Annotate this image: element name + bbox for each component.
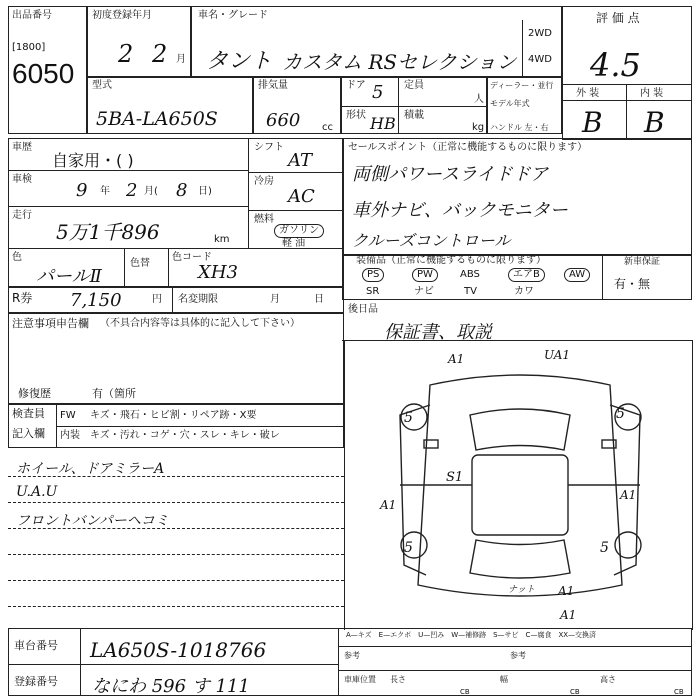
selling-line-1: 両側パワースライドドア <box>352 164 549 185</box>
model-value: 5BA-LA650S <box>96 108 218 130</box>
reg-label: 初度登録年月 <box>92 10 152 21</box>
car-name: タント <box>206 49 273 74</box>
recycle-amount: 7,150 <box>70 290 122 311</box>
shaken-year: 9 <box>76 180 88 201</box>
color-code-label: 色コード <box>172 252 212 263</box>
lot-label: 出品番号 <box>12 10 52 21</box>
reg-no-label: 登録番号 <box>14 675 58 688</box>
width-label: 幅 <box>500 675 508 684</box>
after-value: 保証書、取説 <box>384 322 492 343</box>
shaken-day: 8 <box>176 180 188 201</box>
mark-nut: ナット <box>508 585 535 595</box>
inspector-line-2: U.A.U <box>16 484 58 500</box>
door-label: ドア <box>346 80 366 91</box>
lot-sub: [1800] <box>12 42 46 53</box>
mark-a1-rear-2: A1 <box>560 608 577 622</box>
mark-wheel-rr: 5 <box>600 540 609 556</box>
model-year-label: モデル年式 <box>490 99 530 108</box>
inspector-line-1: ホイール、ドアミラーA <box>16 461 165 477</box>
ref-label-1: 参考 <box>344 651 360 660</box>
equip-airbag: エアB <box>508 268 545 282</box>
disp-label: 排気量 <box>258 80 288 91</box>
fw-label: FW <box>60 410 76 421</box>
drive-2wd: 2WD <box>528 28 552 39</box>
dealer-label: ディーラー・並行 <box>490 81 554 90</box>
color-code: XH3 <box>198 262 238 283</box>
mark-s1: S1 <box>446 470 464 485</box>
color-value: パールⅡ <box>36 266 102 287</box>
equip-tv: TV <box>464 286 477 297</box>
mark-wheel-fl: 5 <box>404 410 413 426</box>
inspector-line-3: フロントバンパーヘコミ <box>16 513 169 529</box>
mileage-value: 5万1千896 <box>56 220 160 244</box>
int-check-items: キズ・汚れ・コゲ・穴・スレ・キレ・破レ <box>90 430 280 441</box>
reg-month-unit: 月 <box>176 54 186 65</box>
fuel-light: 軽 油 <box>282 238 306 249</box>
fuel-label: 燃料 <box>254 214 274 225</box>
recycle-yen: 円 <box>152 294 162 305</box>
reg-no-value: なにわ 596 す 111 <box>92 676 250 697</box>
load-unit: kg <box>472 122 485 133</box>
int-label: 内 装 <box>640 88 664 99</box>
mark-a1-top: A1 <box>448 352 465 366</box>
repair-value: 有（箇所 <box>92 387 136 400</box>
cm-unit-3: CB <box>674 688 684 696</box>
model-label: 型式 <box>92 80 112 91</box>
grade: カスタム RSセレクション <box>282 50 517 74</box>
shift-label: シフト <box>254 142 284 153</box>
equip-aw: AW <box>564 268 590 282</box>
chassis-label: 車台番号 <box>14 639 58 652</box>
after-label: 後日品 <box>348 304 378 315</box>
name-label: 車名・グレード <box>198 10 268 21</box>
length-label: 長さ <box>390 675 406 684</box>
disp-value: 660 <box>266 110 301 131</box>
shaken-month: 2 <box>126 180 138 201</box>
selling-line-3: クルーズコントロール <box>352 231 511 250</box>
ac-label: 冷房 <box>254 176 274 187</box>
shaken-label: 車検 <box>12 174 32 185</box>
chassis-value: LA650S-1018766 <box>90 638 267 662</box>
cm-unit-2: CB <box>570 688 580 696</box>
new-label: 新車保証 <box>624 257 661 267</box>
load-label: 積載 <box>404 110 424 121</box>
fuel-gasoline: ガソリン <box>274 224 324 238</box>
mark-wheel-rl: 5 <box>404 540 413 556</box>
repair-label: 修復歴 <box>18 387 51 400</box>
history-value: 自家用・( ) <box>52 151 134 170</box>
mark-wheel-fr: 5 <box>616 406 625 422</box>
mark-a1-right: A1 <box>620 488 637 502</box>
equip-pw: PW <box>412 268 438 282</box>
ext-label: 外 装 <box>576 88 600 99</box>
shift-value: AT <box>288 150 313 171</box>
score-value: 4.5 <box>590 46 641 84</box>
shape-label: 形状 <box>346 110 366 121</box>
equip-navi: ナビ <box>414 286 434 297</box>
drive-4wd: 4WD <box>528 54 552 65</box>
recycle-label: R券 <box>12 291 33 305</box>
color-change-label: 色替 <box>130 258 150 269</box>
notes-hint: （不具合内容等は具体的に記入して下さい） <box>100 318 300 329</box>
equip-label: 装備品（正常に機能するものに限ります） <box>356 255 546 266</box>
cap-label: 定員 <box>404 80 424 91</box>
door-value: 5 <box>372 82 384 103</box>
color-label: 色 <box>12 252 22 263</box>
mark-a1-left: A1 <box>380 498 397 512</box>
int-grade: B <box>644 106 665 139</box>
cap-unit: 人 <box>474 94 484 105</box>
fw-items: キズ・飛石・ヒビ割・リペア跡・X要 <box>90 410 257 421</box>
equip-leather: カワ <box>514 286 534 297</box>
damage-legend: A—キズ E—エクボ U—凹み W—補修跡 S—サビ C—腐食 XX—交換済 <box>346 631 597 639</box>
mark-a1-rear-1: A1 <box>558 584 575 598</box>
deadline-day: 日 <box>314 294 324 305</box>
history-label: 車歴 <box>12 142 32 153</box>
int-check-label: 内装 <box>60 430 80 441</box>
new-value: 有・無 <box>614 277 651 291</box>
reg-month: 2 <box>152 40 168 68</box>
disp-unit: cc <box>322 122 333 133</box>
cm-unit-1: CB <box>460 688 470 696</box>
mileage-unit: km <box>214 234 230 245</box>
deadline-label: 名変期限 <box>178 294 218 305</box>
recycle-box <box>8 286 344 314</box>
mark-ua1: UA1 <box>544 348 571 362</box>
score-label: 評 価 点 <box>596 11 640 25</box>
equip-ps: PS <box>362 268 384 282</box>
inspector-label-1: 検査員 <box>12 407 45 420</box>
notes-label: 注意事項申告欄 <box>12 317 89 330</box>
mileage-label: 走行 <box>12 210 32 221</box>
ext-grade: B <box>582 106 603 139</box>
ref-label-2: 参考 <box>510 651 526 660</box>
ac-value: AC <box>288 186 315 207</box>
equip-sr: SR <box>366 286 380 297</box>
reg-year: 2 <box>118 40 134 68</box>
selling-line-2: 車外ナビ、バックモニター <box>352 200 568 221</box>
inspector-label-2: 記入欄 <box>12 427 45 440</box>
selling-label: セールスポイント（正常に機能するものに限ります） <box>348 142 588 153</box>
equip-abs: ABS <box>460 269 480 280</box>
lot-number: 6050 <box>12 58 75 89</box>
shape-value: HB <box>370 114 396 133</box>
handle-label: ハンドル 左・右 <box>490 123 549 132</box>
size-label: 車庫位置 <box>344 675 376 684</box>
height-label: 高さ <box>600 675 616 684</box>
deadline-month: 月 <box>270 294 280 305</box>
